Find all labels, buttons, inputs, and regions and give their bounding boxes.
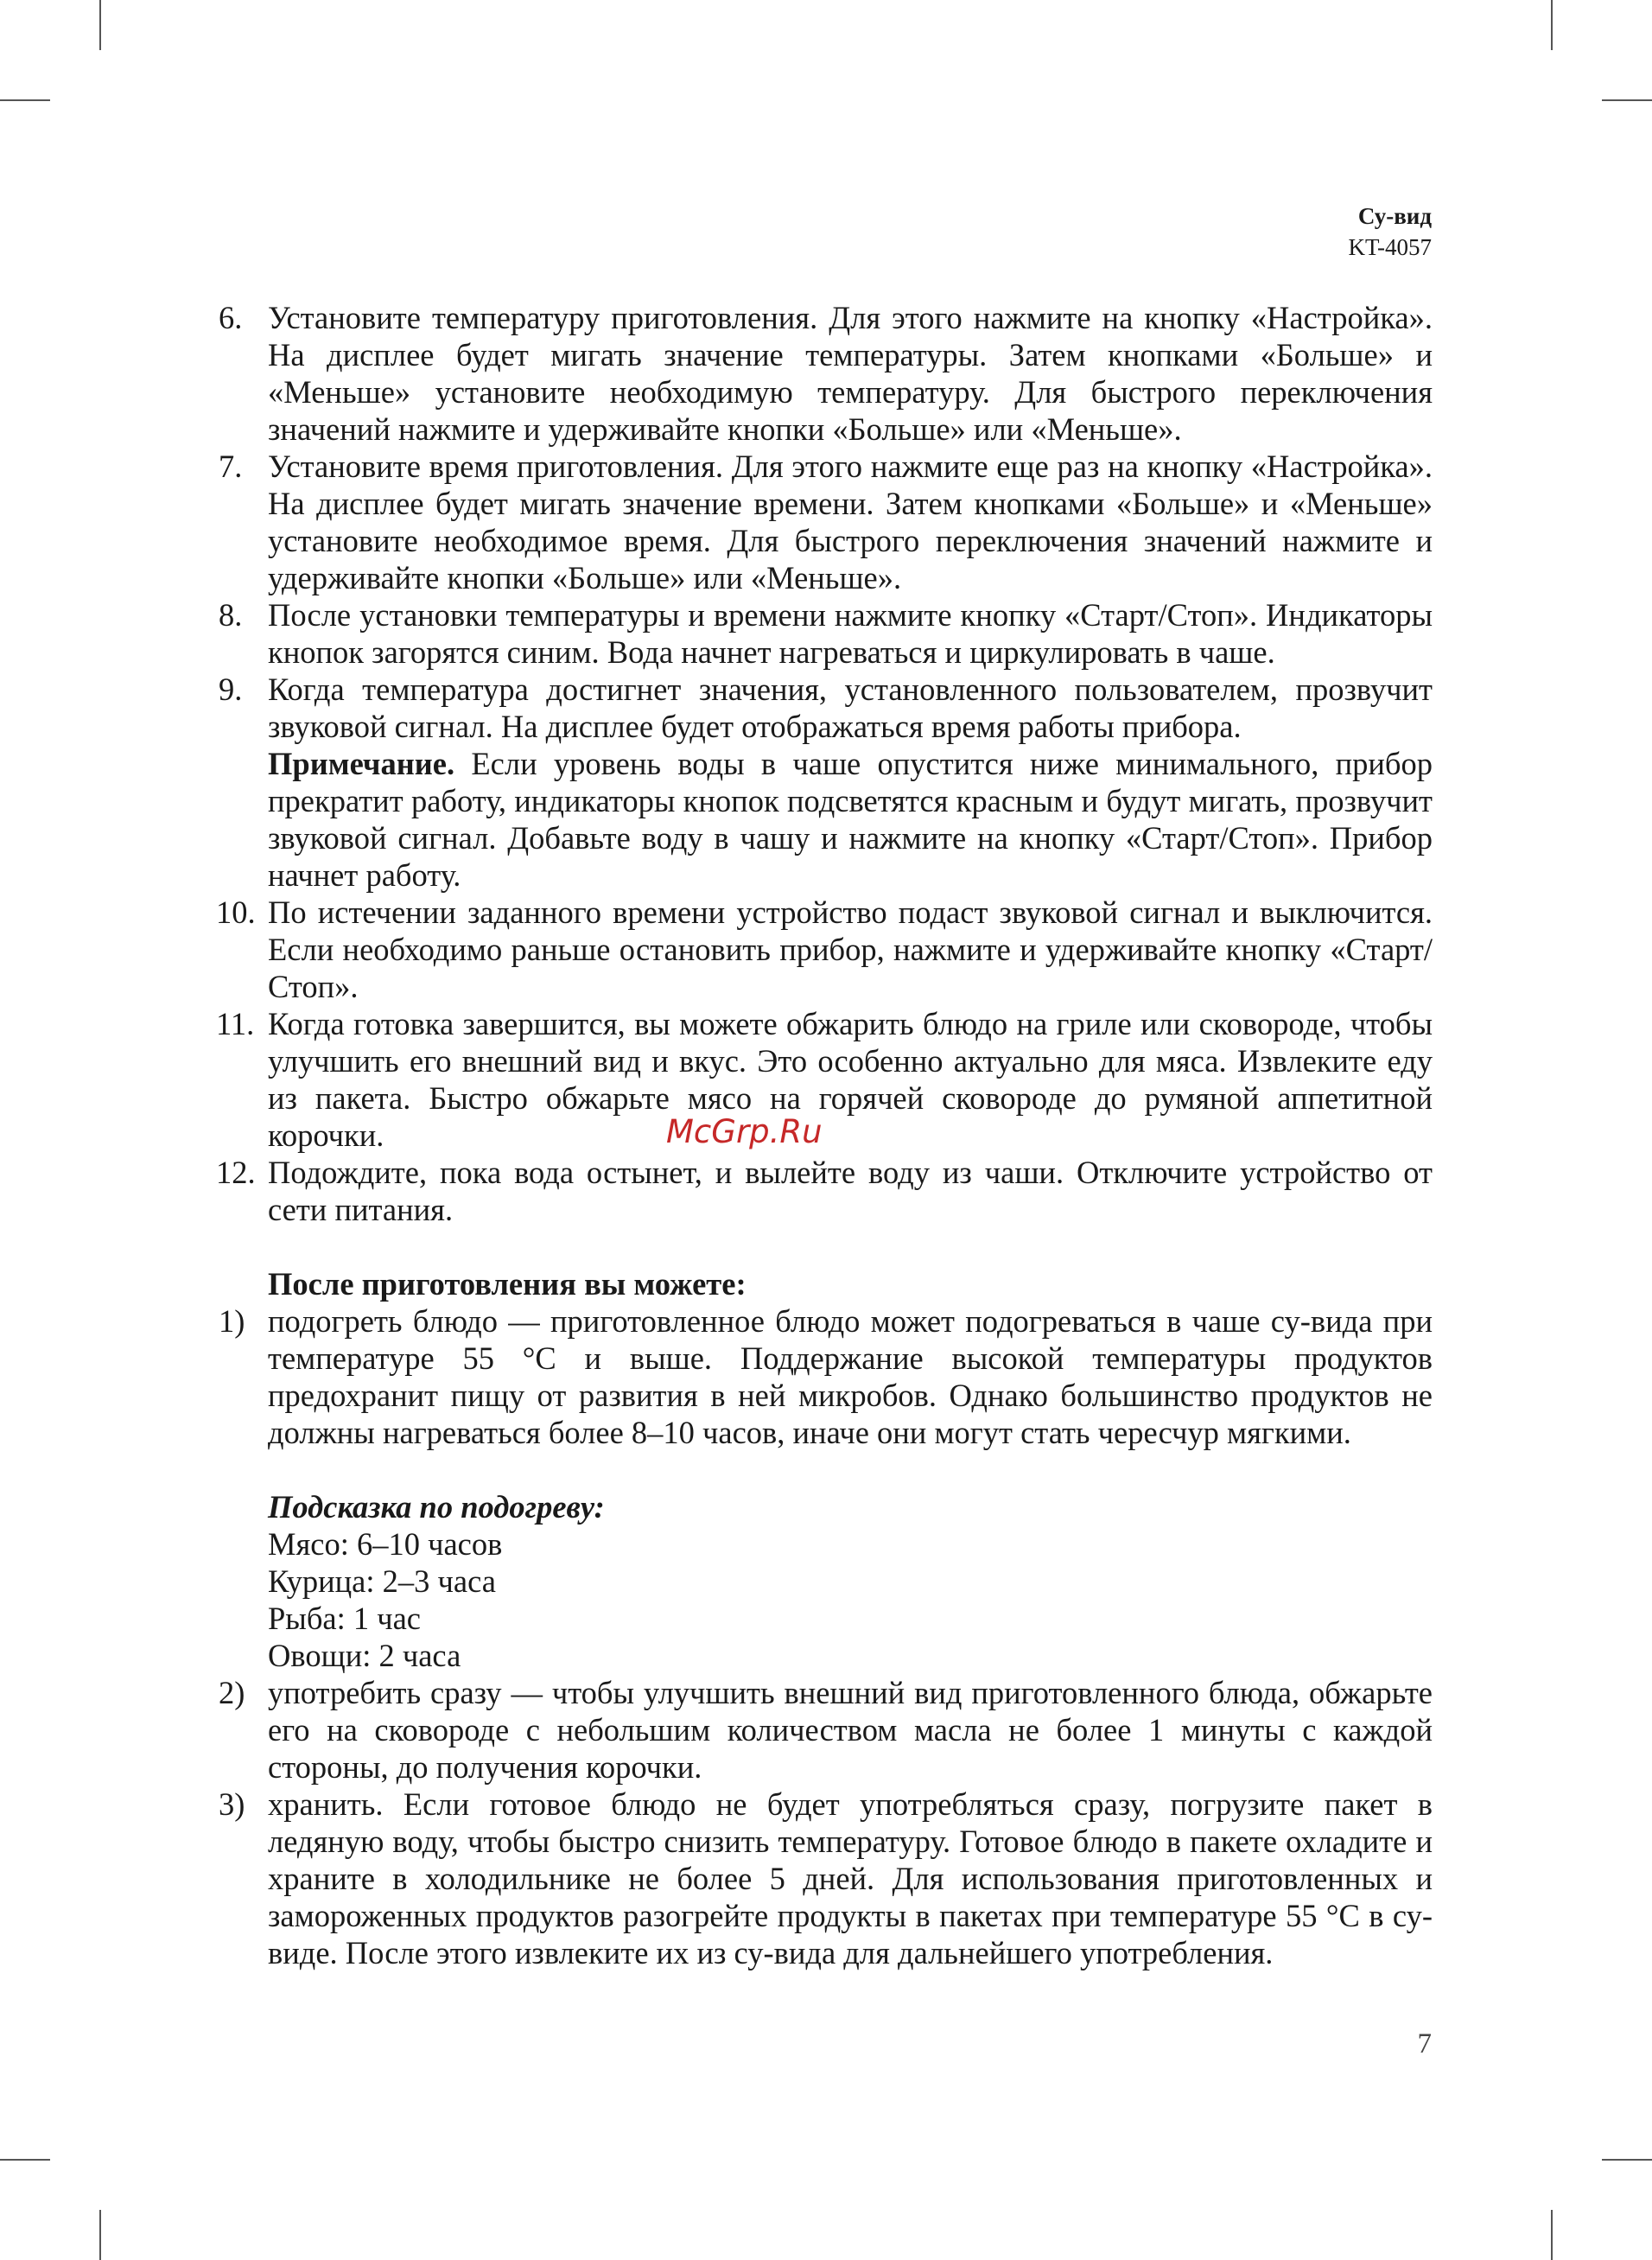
crop-mark [1602,2159,1652,2161]
header-model: KT-4057 [1348,234,1432,260]
step-text: Когда готовка завершится, вы можете обжарить блюдо на гриле или сковороде, чтобы улучшить его внешний вид и вкус. Это особенно актуально для мяса. Извлеките еду из пакета. Быстро обжарьте мясо на горячей сковороде до румяной аппетитной корочки. [268,1006,1433,1153]
crop-mark [1551,0,1553,50]
step-number: 6. [219,300,243,335]
step-number: 7. [219,449,243,484]
page-header [1348,201,1432,263]
step-item [216,894,1433,1005]
step-item [216,1005,1433,1154]
step-item [216,1154,1433,1228]
step-item [219,448,1433,596]
crop-mark [0,99,50,101]
header-title: Су-вид [1357,203,1432,229]
page-number: 7 [1417,2028,1432,2059]
crop-mark [1602,99,1652,101]
after-item [219,1786,1433,1971]
note [219,745,1433,894]
after-item-number: 2) [219,1675,245,1710]
note-text: Если уровень воды в чаше опустится ниже минимального, прибор прекратит работу, индикаторы кнопок подсветятся красным и будут мигать, прозвучит звуковой сигнал. Добавьте воду в чашу и нажмите на кнопку «Старт/Стоп». Прибор начнет работу. [268,746,1433,893]
step-text: Установите температуру приготовления. Для этого нажмите на кнопку «Настройка». На дисплее будет мигать значение температуры. Затем кнопками «Больше» и «Меньше» установите необходимую температуру. Для быстрого переключения значений нажмите и удерживайте кнопки «Больше» или «Меньше». [268,300,1433,447]
spacer [219,1228,1433,1265]
step-number: 12. [216,1155,256,1190]
crop-mark [1551,2210,1553,2260]
step-text: Когда температура достигнет значения, установленного пользователем, прозвучит звуковой сигнал. На дисплее будет отображаться время работы прибора. [268,672,1433,744]
after-item [219,1674,1433,1786]
hint-line: Мясо: 6–10 часов [268,1526,503,1562]
crop-mark [99,0,101,50]
step-text: После установки температуры и времени нажмите кнопку «Старт/Стоп». Индикаторы кнопок загорятся синим. Вода начнет нагреваться и циркулировать в чаше. [268,597,1433,670]
crop-mark [99,2210,101,2260]
after-item-text: употребить сразу — чтобы улучшить внешний вид приготовленного блюда, обжарьте его на сковороде с небольшим количеством масла не более 1 минуты с каждой стороны, до получения корочки. [268,1675,1433,1785]
after-item-text: подогреть блюдо — приготовленное блюдо может подогреваться в чаше су-вида при температуре 55 °C и выше. Поддержание высокой температуры продуктов предохранит пищу от развития в ней микробов. Однако большинство продуктов не должны нагреваться более 8–10 часов, иначе они могут стать чересчур мягкими. [268,1303,1433,1450]
step-text: Установите время приготовления. Для этого нажмите еще раз на кнопку «Настройка». На дисплее будет мигать значение времени. Затем кнопками «Больше» и «Меньше» установите необходимое время. Для быстрого переключения значений нажмите и удерживайте кнопки «Больше» или «Меньше». [268,449,1433,595]
hint-line: Рыба: 1 час [268,1601,421,1636]
step-item [219,299,1433,448]
after-heading: После приготовления вы можете: [268,1266,747,1302]
step-number: 9. [219,672,243,707]
after-item-text: хранить. Если готовое блюдо не будет употребляться сразу, погрузите пакет в ледяную воду, чтобы быстро снизить температуру. Готовое блюдо в пакете охладите и храните в холодильнике не более 5 дней. Для использования приготовленных и замороженных продуктов разогрейте продукты в пакетах при температуре 55 °C в су-виде. После этого извлеките их из су-вида для дальнейшего употребления. [268,1786,1433,1970]
after-item-number: 3) [219,1786,245,1822]
step-item [219,596,1433,671]
hint-line: Овощи: 2 часа [268,1638,461,1673]
step-item [219,671,1433,745]
watermark: McGrp.Ru [666,1113,823,1150]
hint-line: Курица: 2–3 часа [268,1563,496,1599]
crop-mark [0,2159,50,2161]
step-number: 10. [216,894,256,930]
note-label: Примечание. [268,746,455,781]
hint-title: Подсказка по подогреву: [268,1489,605,1525]
after-item-number: 1) [219,1303,245,1339]
spacer [219,1451,1433,1488]
step-number: 11. [216,1006,255,1041]
after-item [219,1302,1433,1451]
page-content [216,299,1433,1971]
step-number: 8. [219,597,243,633]
step-text: По истечении заданного времени устройство подаст звуковой сигнал и выключится. Если необходимо раньше остановить прибор, нажмите и удерживайте кнопку «Старт/Стоп». [268,894,1433,1004]
step-text: Подождите, пока вода остынет, и вылейте воду из чаши. Отключите устройство от сети питания. [268,1155,1433,1227]
